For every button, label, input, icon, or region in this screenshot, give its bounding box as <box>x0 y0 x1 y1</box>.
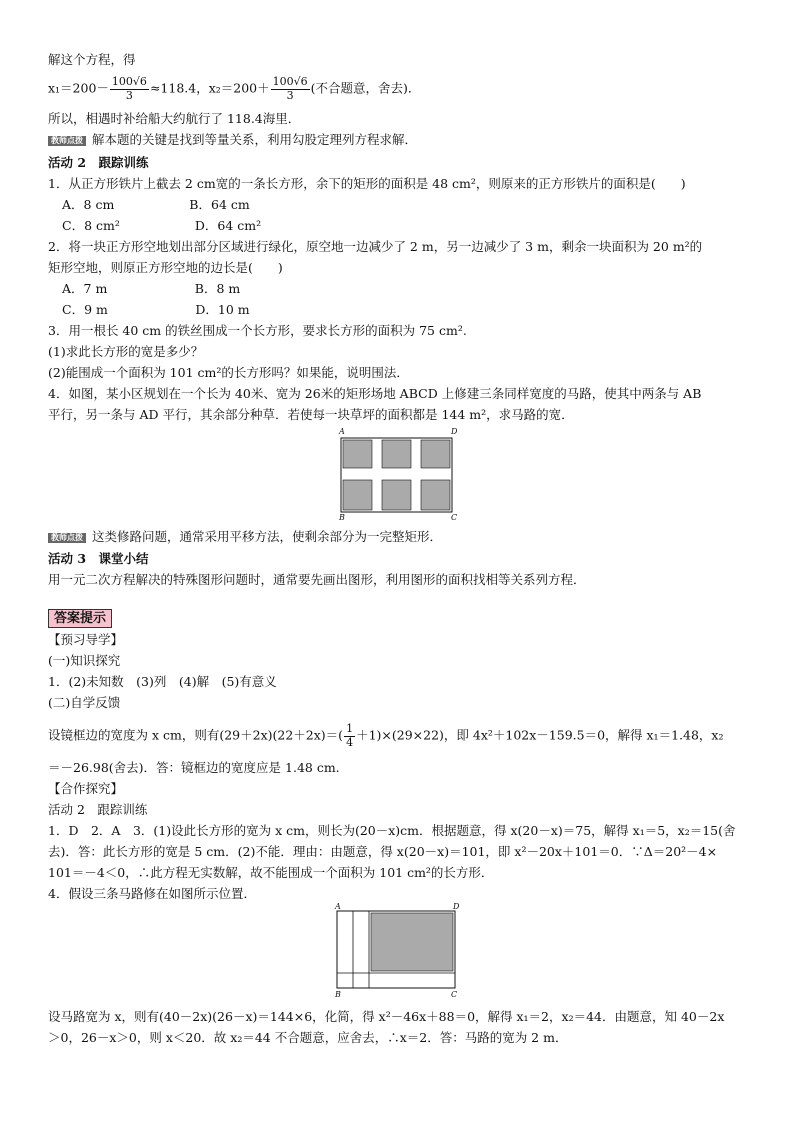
vertex-label-b: B <box>335 990 341 999</box>
subsection-feedback: (二)自学反馈 <box>48 695 121 710</box>
teacher-tip-text: 这类修路问题，通常采用平移方法，使剩余部分为一完整矩形． <box>92 529 443 544</box>
question-2-line-1: 2．将一块正方形空地划出部分区域进行绿化，原空地一边减少了 2 m，另一边减少了 3 m，剩余一块面积为 20 m²的 <box>48 239 703 254</box>
teacher-tip-badge: 教师点拨 <box>48 533 86 543</box>
teacher-tip-text: 解本题的关键是找到等量关系，利用勾股定理列方程求解． <box>92 132 418 147</box>
vertex-label-c: C <box>451 990 458 999</box>
vertex-label-a: A <box>339 427 345 436</box>
question-2-options-ab: A．7 m B．8 m <box>62 281 241 296</box>
question-3: 3．用一根长 40 cm 的铁丝围成一个长方形，要求长方形的面积为 75 cm². <box>48 323 467 338</box>
vertex-label-d: D <box>453 902 460 911</box>
teacher-tip-badge: 教师点拨 <box>48 136 86 146</box>
question-4-line-2: 平行，另一条与 AD 平行，其余部分种草．若使每一块草坪的面积都是 144 m²，求马路的宽． <box>48 407 574 422</box>
grass-area <box>371 913 453 971</box>
vertex-label-d: D <box>451 427 458 436</box>
question-1-options-ab: A．8 cm B．64 cm <box>62 197 250 212</box>
vertex-label-b: B <box>339 513 345 522</box>
answer-2-line-1 <box>48 723 723 749</box>
activity-2-label: 活动 2 跟踪训练 <box>48 802 148 817</box>
text-x2: ≈118.4，x₂＝200＋ <box>149 80 270 96</box>
answer-4: 4．假设三条马路修在如图所示位置． <box>48 886 256 901</box>
teacher-tip-1 <box>48 134 417 147</box>
question-2-options-cd: C．9 m D．10 m <box>62 302 250 317</box>
grass-plot <box>421 480 450 510</box>
answer-hint-badge: 答案提示 <box>48 609 112 628</box>
answer-3-line-3: 101＝－4＜0，∴此方程无实数解，故不能围成一个面积为 101 cm²的长方形． <box>48 865 494 880</box>
line-solve: 解这个方程，得 <box>48 52 136 67</box>
answer-3-line-1: 1．D 2．A 3．(1)设此长方形的宽为 x cm，则长为(20－x)cm．根据题意，得 x(20－x)＝75，解得 x₁＝5，x₂＝15(舍 <box>48 823 736 838</box>
question-1: 1．从正方形铁片上截去 2 cm宽的一条长方形，余下的矩形的面积是 48 cm²，则原来的正方形铁片的面积是( ) <box>48 176 686 191</box>
fraction-quarter <box>344 723 355 749</box>
answer-5-line-2: ＞0，26－x＞0，则 x＜20．故 x₂＝44 不合题意，应舍去，∴x＝2．答：马路的宽为 2 m． <box>48 1030 568 1045</box>
vertex-label-c: C <box>451 513 458 522</box>
question-1-options-cd: C．8 cm² D．64 cm² <box>62 218 262 233</box>
line-conclusion: 所以，相遇时补给船大约航行了 118.4海里． <box>48 111 301 126</box>
fraction-quarter-numerator: 1 <box>346 722 354 735</box>
answer-5-line-1: 设马路宽为 x，则有(40－2x)(26－x)＝144×6，化简，得 x²－46x＋88＝0，解得 x₁＝2，x₂＝44．由题意，知 40－2x <box>48 1009 725 1024</box>
grass-plot <box>382 480 411 510</box>
section-preview: 【预习导学】 <box>48 632 124 647</box>
question-4-line-1: 4．如图，某小区规划在一个长为 40米、宽为 26米的矩形场地 ABCD 上修建三条同样宽度的马路，使其中两条与 AB <box>48 386 702 401</box>
heading-activity-3: 活动 3 课堂小结 <box>48 551 149 566</box>
grass-plot <box>382 440 411 468</box>
fraction-1-denominator: 3 <box>125 88 133 102</box>
answer-2-text-b: ＋1)×(29×22)，即 4x²＋102x－159.5＝0，解得 x₁＝1.48，x₂ <box>356 727 724 743</box>
question-3-part-1: (1)求此长方形的宽是多少？ <box>48 344 204 359</box>
answer-2-text-a: 设镜框边的宽度为 x cm，则有(29＋2x)(22＋2x)＝( <box>48 727 344 743</box>
answer-3-line-2: 去)．答：此长方形的宽是 5 cm．(2)不能．理由：由题意，得 x(20－x)＝101，即 x²－20x＋101＝0．∵Δ＝20²－4× <box>48 844 718 859</box>
question-3-part-2: (2)能围成一个面积为 101 cm²的长方形吗？如果能，说明围法． <box>48 365 409 380</box>
fraction-1 <box>110 76 149 102</box>
summary-text: 用一元二次方程解决的特殊图形问题时，通常要先画出图形，利用图形的面积找相等关系列方程． <box>48 572 586 587</box>
section-cooperate: 【合作探究】 <box>48 781 124 796</box>
teacher-tip-2 <box>48 531 442 544</box>
vertex-label-a: A <box>335 902 341 911</box>
answer-1: 1．(2)未知数 (3)列 (4)解 (5)有意义 <box>48 674 277 689</box>
figure-roads-moved-svg <box>331 903 465 1003</box>
question-2-line-2: 矩形空地，则原正方形空地的边长是( ) <box>48 260 283 275</box>
line-solution-x <box>48 76 420 102</box>
fraction-2-denominator: 3 <box>286 88 294 102</box>
text-reject: (不合题意，舍去)． <box>310 80 421 96</box>
subsection-knowledge: (一)知识探究 <box>48 653 121 668</box>
heading-activity-2: 活动 2 跟踪训练 <box>48 155 149 170</box>
fraction-2-numerator: 100√6 <box>272 75 308 88</box>
fraction-1-numerator: 100√6 <box>111 75 147 88</box>
fraction-2 <box>271 76 310 102</box>
figure-field-roads <box>335 428 465 524</box>
figure-roads-moved <box>331 903 465 1003</box>
figure-field-roads-svg <box>335 428 465 524</box>
grass-plot <box>421 440 450 468</box>
answer-2-line-2: ＝－26.98(舍去)．答：镜框边的宽度应是 1.48 cm. <box>48 760 340 775</box>
grass-plot <box>343 480 372 510</box>
grass-plot <box>343 440 372 468</box>
fraction-quarter-denominator: 4 <box>346 735 354 749</box>
text-x1: x₁＝200－ <box>48 80 109 96</box>
